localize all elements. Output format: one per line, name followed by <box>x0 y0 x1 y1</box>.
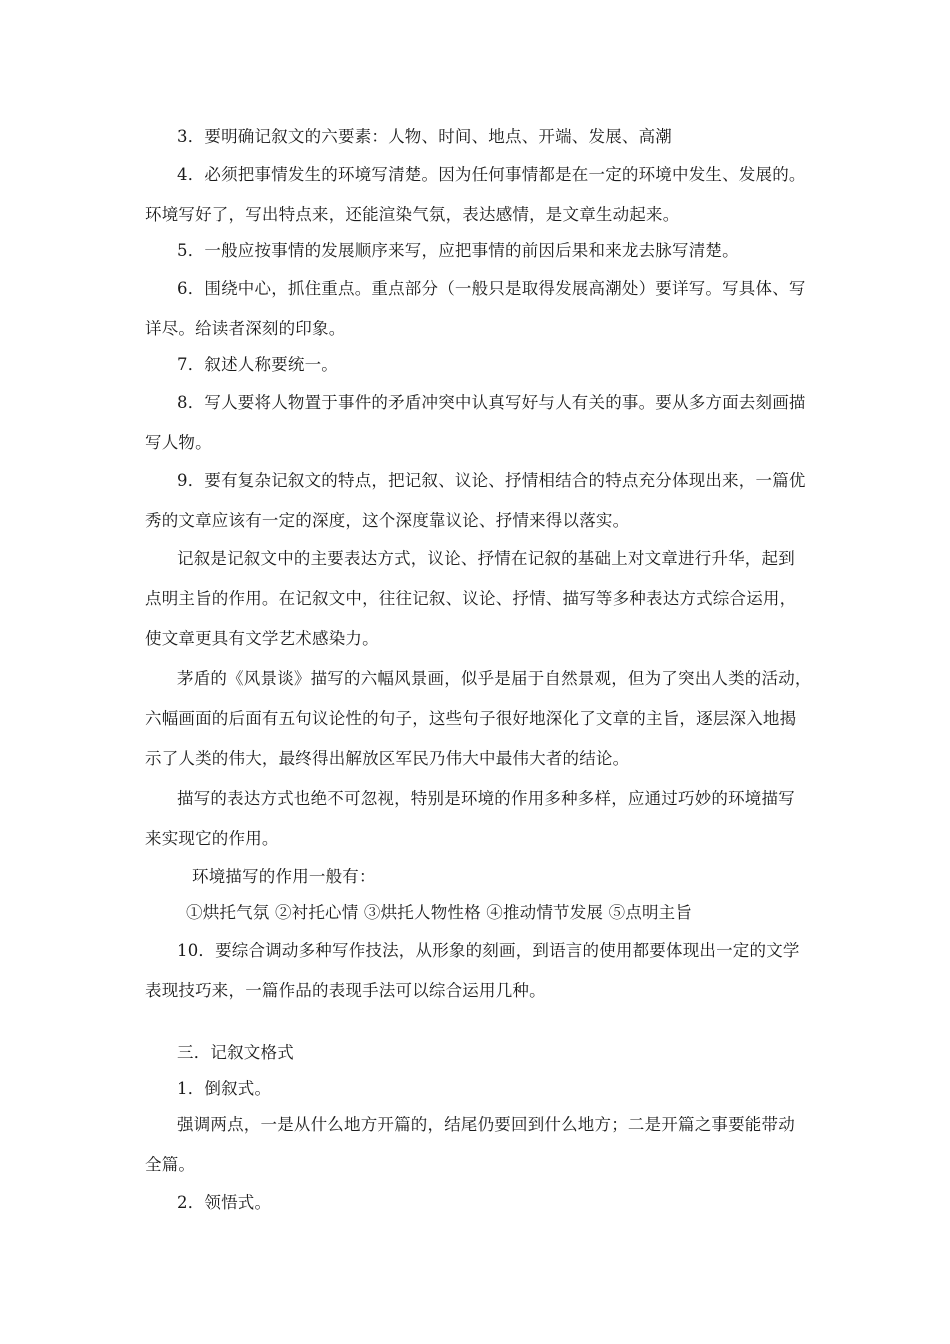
paragraph-line: 全篇。 <box>145 1155 196 1174</box>
paragraph-line: 详尽。给读者深刻的印象。 <box>145 319 346 338</box>
paragraph-line: 点明主旨的作用。在记叙文中，往往记叙、议论、抒情、描写等多种表达方式综合运用， <box>145 589 797 608</box>
paragraph-line: 5．一般应按事情的发展顺序来写，应把事情的前因后果和来龙去脉写清楚。 <box>177 241 739 260</box>
paragraph-line: 4．必须把事情发生的环境写清楚。因为任何事情都是在一定的环境中发生、发展的。 <box>177 165 806 184</box>
paragraph-line: 环境描写的作用一般有： <box>192 867 376 886</box>
paragraph-line: 环境写好了，写出特点来，还能渲染气氛，表达感情，是文章生动起来。 <box>145 205 680 224</box>
paragraph-line: 3．要明确记叙文的六要素：人物、时间、地点、开端、发展、高潮 <box>177 127 672 146</box>
paragraph-line: 使文章更具有文学艺术感染力。 <box>145 629 379 648</box>
paragraph-line: 表现技巧来，一篇作品的表现手法可以综合运用几种。 <box>145 981 546 1000</box>
section-heading: 三．记叙文格式 <box>177 1043 294 1062</box>
paragraph-line: 强调两点，一是从什么地方开篇的，结尾仍要回到什么地方；二是开篇之事要能带动 <box>177 1115 795 1134</box>
paragraph-line: 1．倒叙式。 <box>177 1079 272 1098</box>
paragraph-line: 2．领悟式。 <box>177 1193 272 1212</box>
paragraph-line: 写人物。 <box>145 433 212 452</box>
paragraph-line: 7．叙述人称要统一。 <box>177 355 338 374</box>
paragraph-line: 来实现它的作用。 <box>145 829 279 848</box>
paragraph-line: 六幅画面的后面有五句议论性的句子，这些句子很好地深化了文章的主旨，逐层深入地揭 <box>145 709 797 728</box>
paragraph-line: 描写的表达方式也绝不可忽视，特别是环境的作用多种多样，应通过巧妙的环境描写 <box>177 789 795 808</box>
paragraph-line: 秀的文章应该有一定的深度，这个深度靠议论、抒情来得以落实。 <box>145 511 630 530</box>
paragraph-line: 10．要综合调动多种写作技法，从形象的刻画，到语言的使用都要体现出一定的文学 <box>177 941 800 960</box>
paragraph-line: 9．要有复杂记叙文的特点，把记叙、议论、抒情相结合的特点充分体现出来，一篇优 <box>177 471 806 490</box>
paragraph-line: 8．写人要将人物置于事件的矛盾冲突中认真写好与人有关的事。要从多方面去刻画描 <box>177 393 806 412</box>
list-line: ①烘托气氛 ②衬托心情 ③烘托人物性格 ④推动情节发展 ⑤点明主旨 <box>186 903 693 922</box>
paragraph-line: 6．围绕中心，抓住重点。重点部分（一般只是取得发展高潮处）要详写。写具体、写 <box>177 279 806 298</box>
paragraph-line: 示了人类的伟大，最终得出解放区军民乃伟大中最伟大者的结论。 <box>145 749 630 768</box>
paragraph-line: 茅盾的《风景谈》描写的六幅风景画，似乎是届于自然景观，但为了突出人类的活动， <box>177 669 812 688</box>
paragraph-line: 记叙是记叙文中的主要表达方式，议论、抒情在记叙的基础上对文章进行升华，起到 <box>177 549 795 568</box>
